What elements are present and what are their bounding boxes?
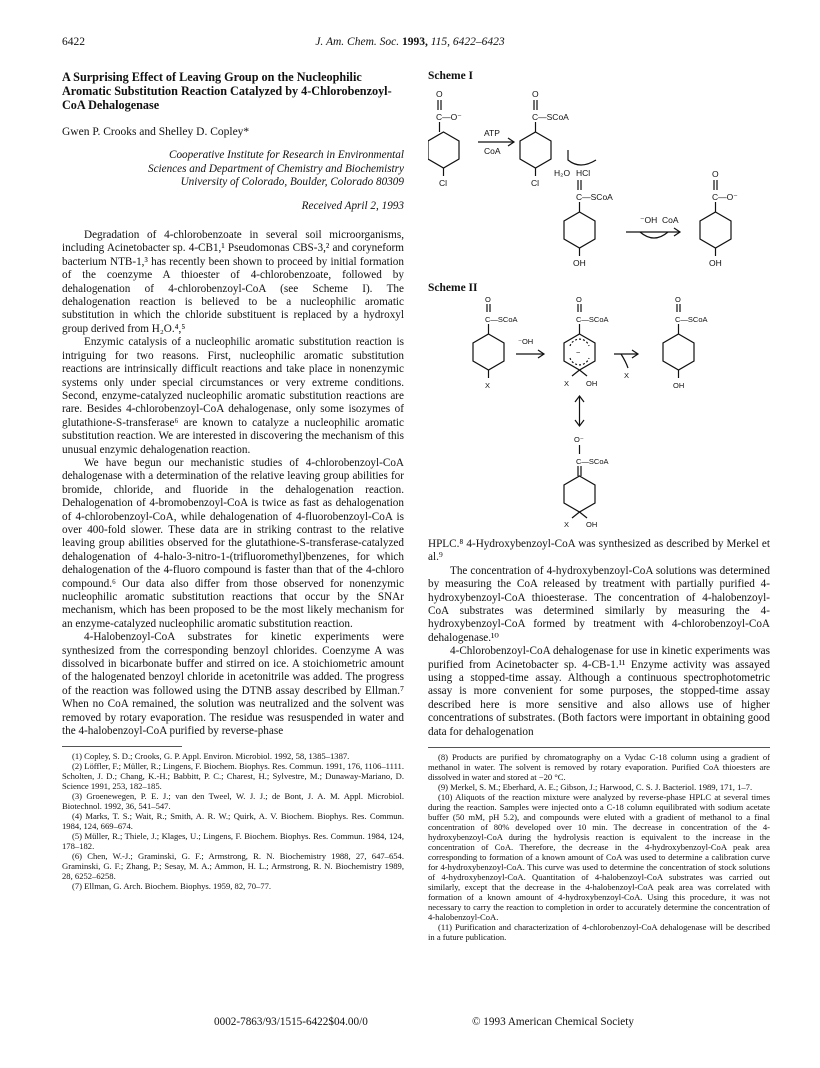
- journal-pages: 6422–6423: [452, 36, 505, 48]
- reagent-label: H₂O: [554, 168, 571, 178]
- body-paragraph: Enzymic catalysis of a nucleophilic aromatic substitution reaction is intriguing for two reasons. First, nucleophilic aromatic substitution reactions are intrinsically difficult reactions and take place in nonenzymic systems only under special circumstances or very extreme conditions. Second, enzyme-catalyzed nucleophilic aromatic substitution reactions are rare. Besides 4-chlorobenzoyl-CoA dehalogenase, only some isozymes of glutathione-S-transferase⁶ are known to catalyze a nucleophilic aromatic substitution reaction. We are interested in discovering the mechanism of this unusual enzymic dehalogenation reaction.: [62, 336, 404, 456]
- atom-label: C—O⁻: [436, 112, 462, 122]
- atom-label: O: [532, 89, 539, 99]
- atom-label: OH: [673, 381, 685, 390]
- atom-label: O: [485, 296, 491, 304]
- footnote: (2) Löffler, F.; Müller, R.; Lingens, F. Biochem. Biophys. Res. Commun. 1991, 176, 1106–1111. Scholten, J. D.; Chang, K.-H.; Babbitt, P. C.; Charest, H.; Sylvestre, M.; Dunaway-Mariano, D. Science 1991, 253, 182–185.: [62, 761, 404, 792]
- reagent-label: CoA: [484, 146, 501, 156]
- scheme-1-label: Scheme I: [428, 70, 474, 82]
- affiliation-line: Sciences and Department of Chemistry and Biochemistry: [147, 162, 404, 175]
- atom-label: O⁻: [574, 435, 584, 444]
- body-paragraph: The concentration of 4-hydroxybenzoyl-CoA solutions was determined by measuring the CoA released by treatment with partially purified 4-hydroxybenzoyl-CoA thioesterase. The concentration of 4-halobenzoyl-CoA substrates was determined similarly by measuring the 4-hydroxybenzoyl-CoA formed by treatment with 4-chlorobenzoyl-CoA dehalogenase.¹⁰: [428, 564, 770, 644]
- scheme-1-diagram: [428, 86, 770, 278]
- body-paragraph: We have begun our mechanistic studies of 4-chlorobenzoyl-CoA dehalogenase with a determination of the relative leaving group abilities for bromide, chloride, and fluoride in the dehalogenation reaction. Dehalogenation of 4-bromobenzoyl-CoA is twice as fast as dehalogenation of 4-chlorobenzoyl-CoA, while dehalogenation of 4-fluorobenzoyl-CoA is over 400-fold slower. These data are in striking contrast to the relative leaving group abilities observed for the glutathione-S-transferase-catalyzed dehalogenation of 4-halo-3-nitro-1-(trifluoromethyl)benzenes, for which dehalogenation of the 4-fluoro compound is faster than that of the 4-chloro compound.⁶ Our data also differ from those observed for nonenzymic nucleophilic aromatic substitution reactions that occur by the SNAr mechanism, which has been proposed to be the most likely mechanism for an enzyme-catalyzed nucleophilic aromatic substitution reaction.: [62, 456, 404, 630]
- reagent-label: ATP: [484, 128, 500, 138]
- affiliation-line: Cooperative Institute for Research in Environmental: [169, 149, 404, 162]
- atom-label: X: [564, 379, 570, 388]
- body-paragraph: Degradation of 4-chlorobenzoate in several soil microorganisms, including Acinetobacter sp. 4-CB1,¹ Pseudomonas CBS-3,² and coryneform bacterium NTB-1,³ has recently been shown to proceed by initial formation of the coenzyme A thioester of 4-chlorobenzoate, followed by dehalogenation of 4-chlorobenzoyl-CoA (see Scheme I). The dehalogenation reaction is believed to be a nucleophilic aromatic substitution in which the chloride substituent is replaced by a hydroxyl group derived from H₂O.⁴,⁵: [62, 229, 404, 335]
- journal-citation: [0, 36, 820, 48]
- affiliation-line: University of Colorado, Boulder, Colorado 80309: [180, 176, 404, 189]
- right-column: [428, 538, 770, 942]
- footnote: (5) Müller, R.; Thiele, J.; Klages, U.; Lingens, F. Biochem. Biophys. Res. Commun. 1984, 124, 178–182.: [62, 831, 404, 852]
- atom-label: Cl: [439, 178, 448, 188]
- copyright-notice: © 1993 American Chemical Society: [472, 1016, 634, 1028]
- atom-label: Cl: [531, 178, 540, 188]
- footnote: (10) Aliquots of the reaction mixture were analyzed by reverse-phase HPLC at several times during the reaction. Samples were injected onto a C-18 column equilibrated with sodium acetate buffer (50 mM, pH 5.2), and compounds were eluted with a gradient of methanol to a final concentration of 80% developed over 10 min. The decrease in concentration of the 4-hydroxybenzoyl-CoA during the hydrolysis reaction is equivalent to the increase in the concentration of CoA. Therefore, the decrease in the 4-hydroxybenzoyl-CoA peak area corresponding to formation of a known amount of CoA was used to determine a calibration curve for 4-hydroxybenzoyl-CoA. This curve was used to determine the concentration of stock solutions of 4-hydroxybenzoyl-CoA. Quantitation of 4-halobenzoyl-CoA substrates was carried out similarly, except that the decrease in the 4-halobenzoyl-CoA peak area was correlated with formation of a known amount of 4-hydroxybenzoyl-CoA. Using this procedure, it was not necessary to carry the reaction to completion in order to accurately determine the concentration of 4-halobenzoyl-CoA.: [428, 792, 770, 923]
- journal-year: 1993,: [402, 36, 428, 48]
- reagent-label: HCl: [576, 168, 591, 178]
- body-paragraph: HPLC.⁸ 4-Hydroxybenzoyl-CoA was synthesized as described by Merkel et al.⁹: [428, 538, 770, 564]
- atom-label: C—SCoA: [576, 457, 609, 466]
- reagent-label: ⁻OH: [518, 337, 534, 346]
- article-authors: Gwen P. Crooks and Shelley D. Copley*: [62, 126, 250, 138]
- scheme-2-diagram: [428, 296, 770, 532]
- reagent-label: ⁻OH: [640, 215, 658, 225]
- atom-label: X: [485, 381, 491, 390]
- atom-label: O: [712, 169, 719, 179]
- footnote: (4) Marks, T. S.; Wait, R.; Smith, A. R. W.; Quirk, A. V. Biochem. Biophys. Res. Commun. 1984, 124, 669–674.: [62, 811, 404, 832]
- footnote-rule: [62, 746, 182, 747]
- atom-label: C—O⁻: [712, 192, 738, 202]
- atom-label: O: [576, 296, 582, 304]
- footnote: (8) Products are purified by chromatography on a Vydac C-18 column using a gradient of methanol in water. The solvent is removed by rotary evaporation. Purified CoA thioesters are dissolved in water and stored at −20 °C.: [428, 752, 770, 783]
- footnote: (6) Chen, W.-J.; Graminski, G. F.; Armstrong, R. N. Biochemistry 1988, 27, 647–654. Graminski, G. F.; Zhang, P.; Sesay, M. A.; Ammon, H. L.; Armstrong, R. N. Biochemistry 1989, 28, 6252–6258.: [62, 851, 404, 882]
- scheme-2-label: Scheme II: [428, 282, 478, 294]
- footnote: (7) Ellman, G. Arch. Biochem. Biophys. 1959, 82, 70–77.: [72, 881, 272, 892]
- atom-label: O: [675, 296, 681, 304]
- left-column: [62, 70, 404, 891]
- atom-label: O: [436, 89, 443, 99]
- atom-label: C—SCoA: [576, 192, 613, 202]
- body-paragraph: 4-Halobenzoyl-CoA substrates for kinetic experiments were synthesized from the corresponding benzoyl chlorides. Coenzyme A was dissolved in bicarbonate buffer and stirred on ice. A stoichiometric amount of the halogenated benzoyl chloride in acetonitrile was added. The progress of the reaction was followed using the DTNB assay described by Ellman.⁷ When no CoA remained, the solution was neutralized and the solvent was removed by rotary evaporation. The residue was resuspended in water and the 4-halobenzoyl-CoA purified by reverse-phase: [62, 631, 404, 738]
- journal-name: J. Am. Chem. Soc.: [315, 36, 400, 48]
- reagent-label: CoA: [662, 215, 679, 225]
- article-title: A Surprising Effect of Leaving Group on the Nucleophilic Aromatic Substitution Reaction Catalyzed by 4-Chlorobenzoyl-CoA Dehalogenase: [62, 70, 392, 112]
- page-number: 6422: [62, 36, 85, 48]
- copyright-code: 0002-7863/93/1515-6422$04.00/0: [214, 1016, 368, 1028]
- leaving-group-label: X: [624, 371, 630, 380]
- journal-volume: 115,: [430, 36, 451, 48]
- atom-label: OH: [586, 520, 598, 529]
- atom-label: OH: [573, 258, 586, 268]
- atom-label: C—SCoA: [576, 315, 609, 324]
- footnote: (3) Groenewegen, P. E. J.; van den Tweel, W. J. J.; de Bont, J. A. M. Appl. Microbiol. Biotechnol. 1992, 36, 541–547.: [62, 791, 404, 812]
- footnote: (1) Copley, S. D.; Crooks, G. P. Appl. Environ. Microbiol. 1992, 58, 1385–1387.: [72, 751, 350, 762]
- atom-label: C—SCoA: [532, 112, 569, 122]
- received-date: Received April 2, 1993: [301, 199, 404, 212]
- footnote-rule: [428, 747, 770, 748]
- body-paragraph: 4-Chlorobenzoyl-CoA dehalogenase for use in kinetic experiments was purified from Acinetobacter sp. 4-CB-1.¹¹ Enzyme activity was assayed using a stopped-time assay. Although a continuous spectrophotometric assay is more convenient for some purposes, the stopped-time assay described here is more sensitive and also allows use of higher concentrations of substrates. (Both factors were important in obtaining good data for dehalogenation: [428, 645, 770, 738]
- atom-label: C—SCoA: [485, 315, 518, 324]
- footnote: (9) Merkel, S. M.; Eberhard, A. E.; Gibson, J.; Harwood, C. S. J. Bacteriol. 1989, 171, 1–7.: [438, 782, 753, 793]
- atom-label: OH: [709, 258, 722, 268]
- atom-label: X: [564, 520, 570, 529]
- footnote: (11) Purification and characterization of 4-chlorobenzoyl-CoA dehalogenase will be described in a future publication.: [428, 922, 770, 943]
- charge-label: −: [576, 348, 581, 357]
- author-affiliation: [62, 149, 404, 189]
- atom-label: OH: [586, 379, 598, 388]
- atom-label: C—SCoA: [675, 315, 708, 324]
